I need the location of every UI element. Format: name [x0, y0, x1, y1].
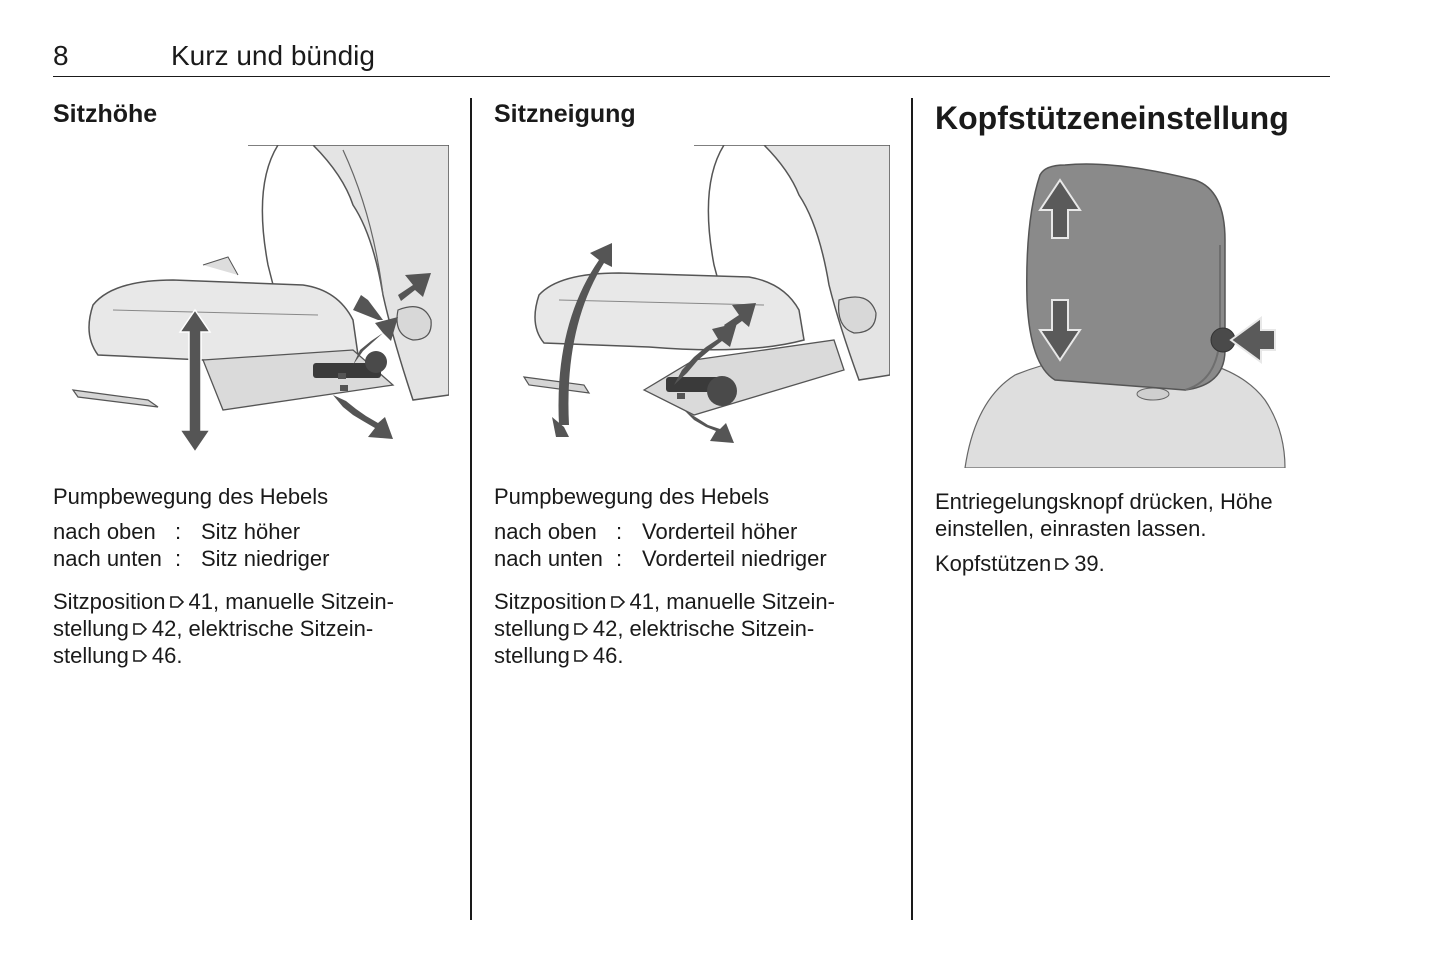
ref-text: 41, manuelle Sitzein-	[188, 589, 394, 614]
column-divider	[470, 98, 472, 920]
page-header	[53, 38, 1330, 77]
page-reference-icon	[572, 620, 590, 638]
page-number: 8	[53, 40, 69, 71]
headrest-illustration	[935, 150, 1330, 468]
text-line: einstellen, einrasten lassen.	[935, 516, 1207, 541]
page-reference-icon	[1053, 555, 1071, 573]
ref-text: stellung	[53, 616, 129, 641]
ref-text: 46.	[151, 643, 183, 668]
page-reference-icon	[131, 647, 149, 665]
row-value: Sitz höher	[201, 519, 301, 544]
ref-text: stellung	[494, 643, 570, 668]
cross-reference	[53, 588, 394, 669]
seat-height-illustration	[53, 145, 449, 461]
section-heading: Kopfstützeneinstellung	[935, 100, 1289, 136]
section-heading: Sitzhöhe	[53, 100, 158, 128]
ref-text: Kopfstützen	[935, 551, 1052, 576]
row-value: Vorderteil niedriger	[642, 546, 827, 571]
ref-text: 42, elektrische Sitzein-	[592, 616, 815, 641]
page-reference-icon	[572, 647, 590, 665]
page-reference-icon	[168, 593, 186, 611]
row-key: nach oben	[53, 519, 156, 544]
instruction-text	[935, 488, 1273, 542]
row-value: Sitz niedriger	[201, 546, 330, 571]
row-sep: :	[616, 546, 623, 571]
page-reference-icon	[131, 620, 149, 638]
table-row	[53, 518, 300, 545]
column-divider	[911, 98, 913, 920]
ref-text: stellung	[53, 643, 129, 668]
ref-text: Sitzposition	[53, 589, 166, 614]
row-sep: :	[175, 519, 182, 544]
table-row	[53, 545, 329, 572]
table-row	[494, 518, 797, 545]
seat-tilt-illustration	[494, 145, 890, 461]
row-sep: :	[175, 546, 182, 571]
caption: Pumpbewegung des Hebels	[53, 484, 329, 509]
row-value: Vorderteil höher	[642, 519, 798, 544]
row-key: nach unten	[53, 546, 162, 571]
ref-text: 46.	[592, 643, 624, 668]
cross-reference	[494, 588, 835, 669]
table-row	[494, 545, 827, 572]
ref-text: stellung	[494, 616, 570, 641]
row-sep: :	[616, 519, 623, 544]
row-key: nach oben	[494, 519, 597, 544]
ref-text: 39.	[1074, 551, 1105, 576]
cross-reference	[935, 550, 1105, 577]
row-key: nach unten	[494, 546, 603, 571]
ref-text: Sitzposition	[494, 589, 607, 614]
chapter-title: Kurz und bündig	[171, 40, 375, 71]
section-heading: Sitzneigung	[494, 100, 636, 128]
ref-text: 41, manuelle Sitzein-	[629, 589, 835, 614]
caption: Pumpbewegung des Hebels	[494, 484, 770, 509]
text-line: Entriegelungsknopf drücken, Höhe	[935, 489, 1273, 514]
page-reference-icon	[609, 593, 627, 611]
ref-text: 42, elektrische Sitzein-	[151, 616, 374, 641]
